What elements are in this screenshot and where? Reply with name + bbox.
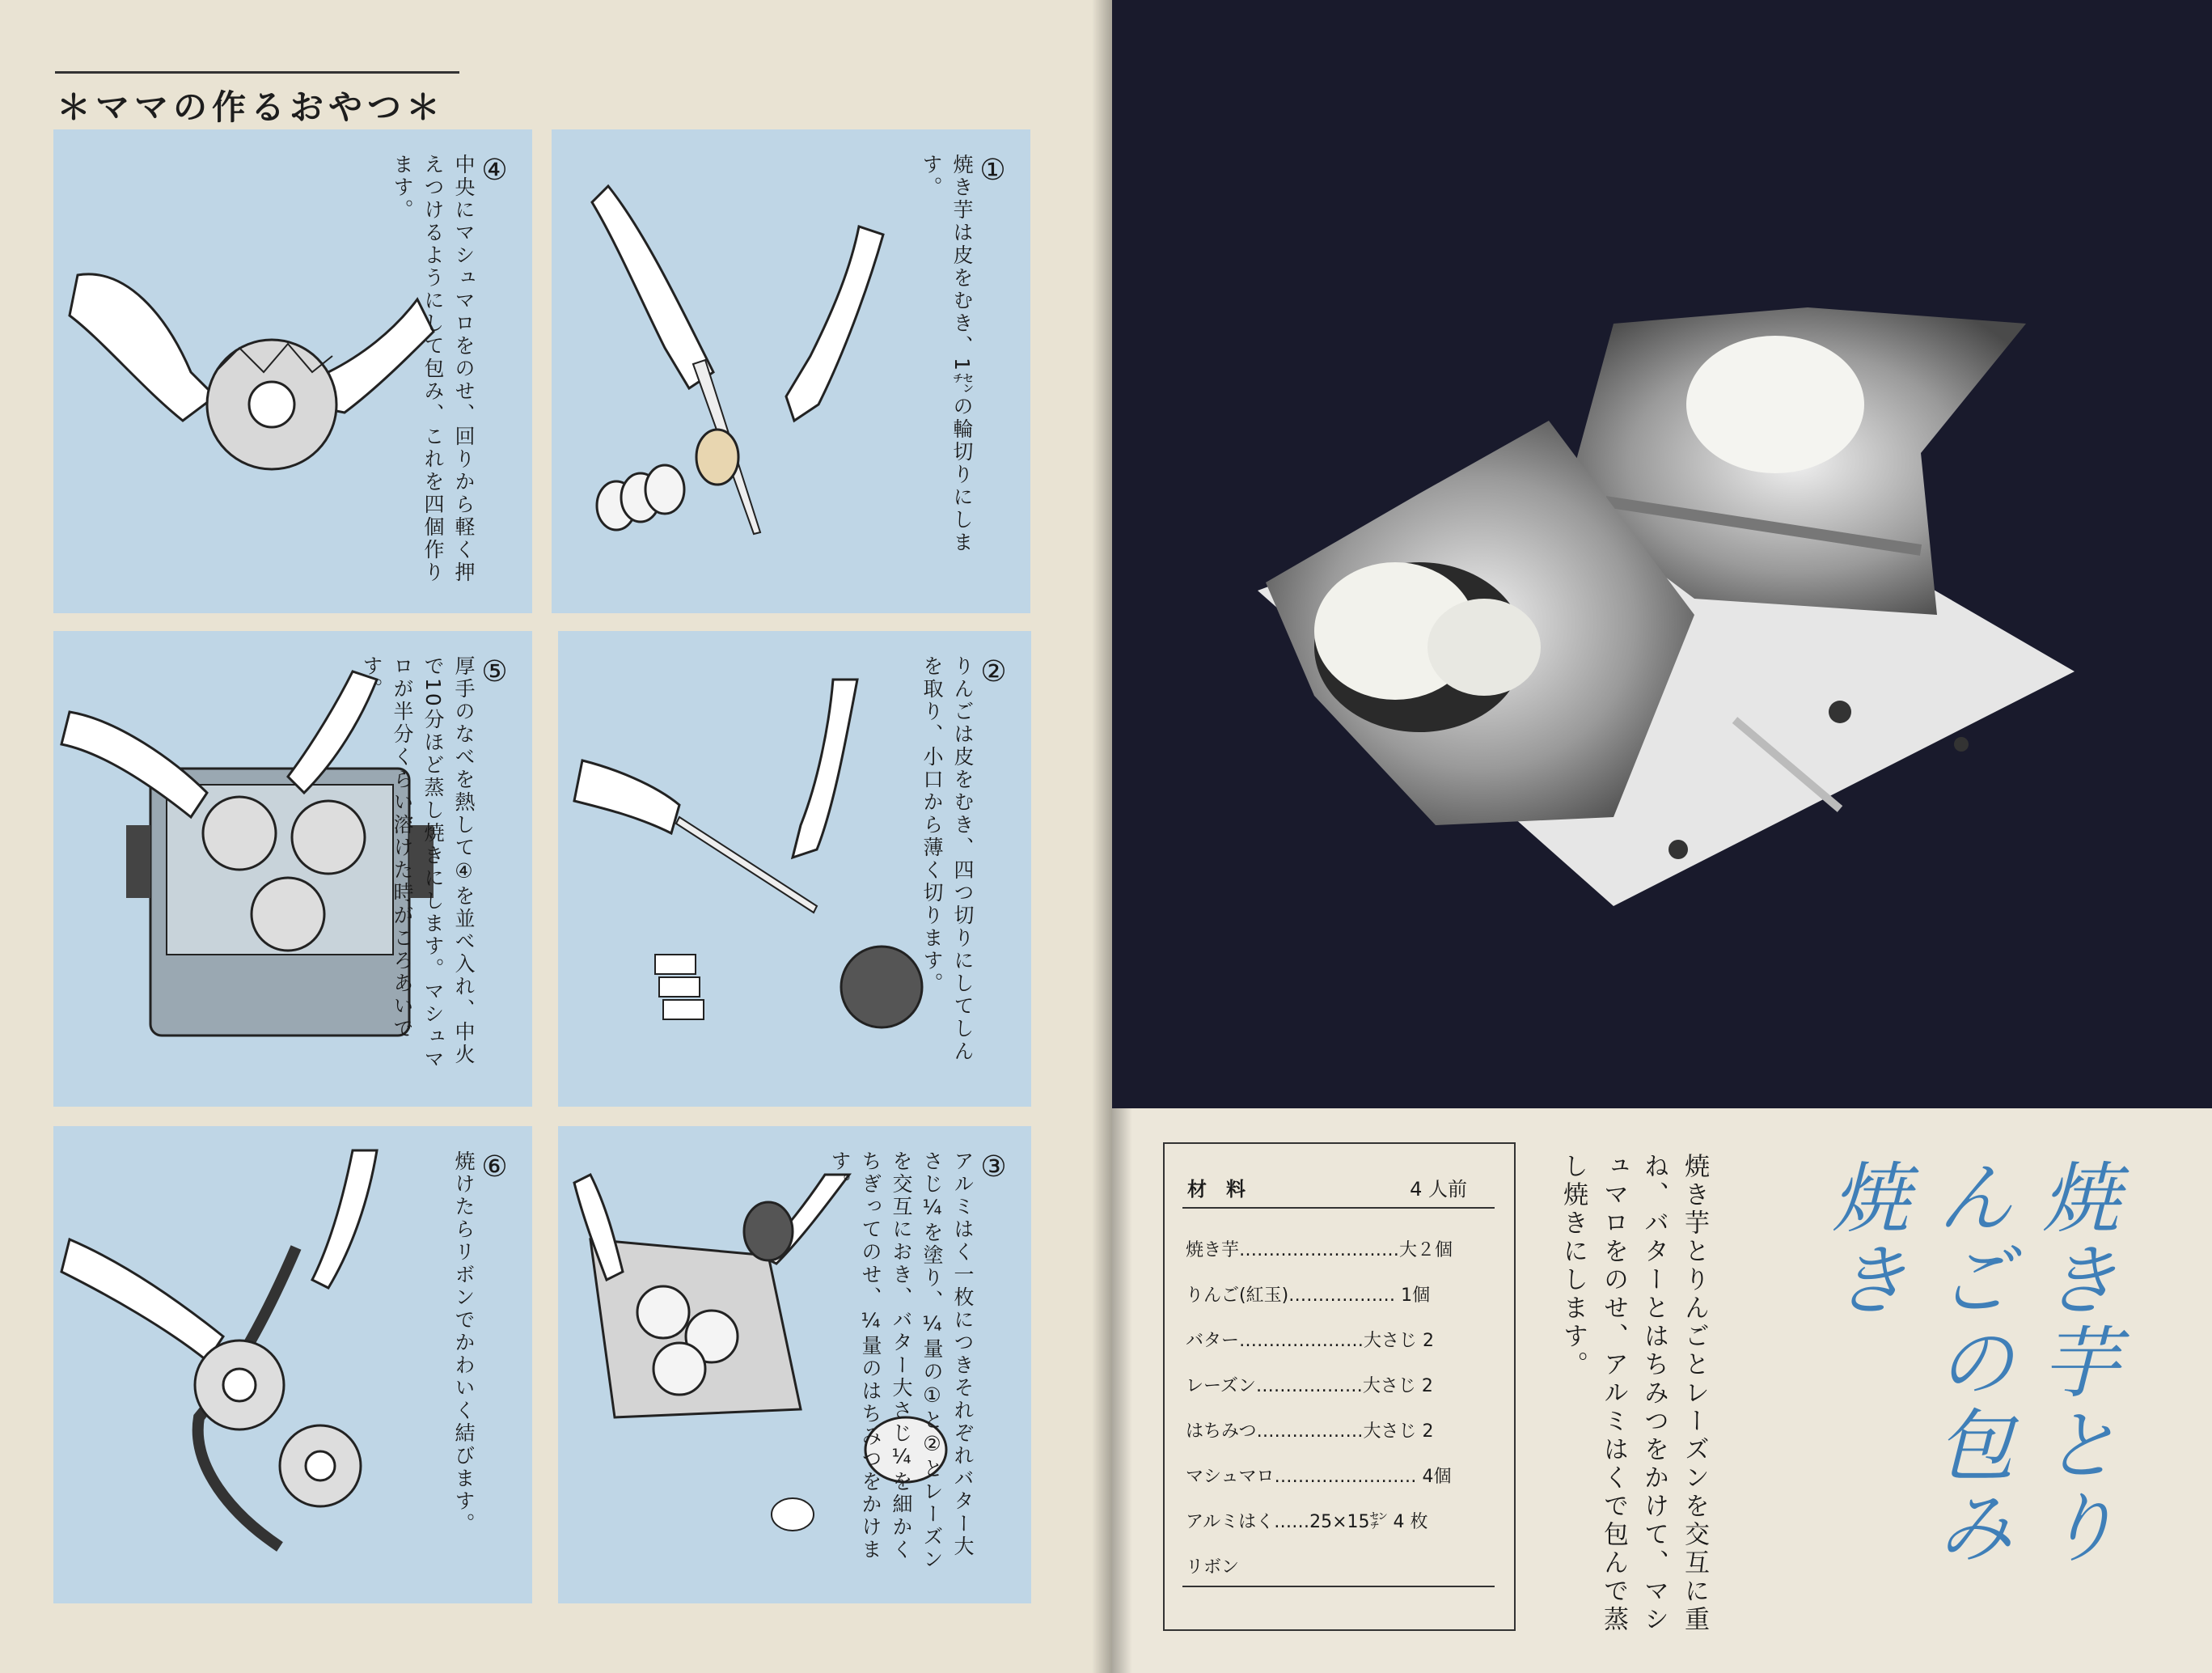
- ingredients-servings: 4 人前: [1410, 1178, 1467, 1201]
- step-6-text: [448, 1150, 510, 1579]
- ingredients-bottom-rule: [1182, 1586, 1495, 1587]
- ingredient-item: アルミはく……25×15㌢ 4 枚: [1186, 1512, 1428, 1532]
- ingredient-item: 焼き芋………………………大２個: [1186, 1240, 1453, 1260]
- step-4-number: ④: [478, 154, 511, 189]
- step-2-text: [916, 655, 1009, 1084]
- step-3-body: アルミはく一枚につきそれぞれバター大さじ¼を塗り、¼量の①と②とレーズンを交互におき、バター大さじ¼を細かくちぎってのせ、¼量のはちみつをかけます。: [828, 1150, 975, 1571]
- ingredient-item: レーズン………………大さじ 2: [1186, 1376, 1433, 1396]
- ingredient-item: りんご(紅玉)……………… 1個: [1186, 1285, 1431, 1306]
- step-1-body: 焼き芋は皮をむき、1㌢の輪切りにします。: [920, 154, 974, 554]
- step-panel-6: [53, 1126, 532, 1603]
- step-panel-4: [53, 129, 532, 613]
- ingredient-item: はちみつ………………大さじ 2: [1186, 1421, 1434, 1442]
- series-title: ＊ママの作るおやつ＊: [57, 87, 446, 127]
- ingredients-list: [1186, 1228, 1495, 1590]
- step-1-text: [916, 154, 1008, 591]
- step-4-text: [387, 154, 510, 591]
- ingredients-header: [1187, 1173, 1491, 1201]
- step-1-number: ①: [976, 154, 1009, 189]
- step-2-body: りんごは皮をむき、四つ切りにしてしんを取り、小口から薄く切ります。: [920, 655, 975, 1063]
- step-panel-5: [53, 631, 532, 1107]
- recipe-title: 焼き芋とりんごの包み焼き: [1819, 1157, 2120, 1569]
- step-3-text: [824, 1150, 1009, 1579]
- recipe-intro: 焼き芋とりんごとレーズンを交互に重ね、バターとはちみつをかけて、マシュマロをのせ、アルミはくで包んで蒸し焼きにします。: [1559, 1153, 1709, 1634]
- ingredients-box: [1163, 1142, 1516, 1631]
- step-5-body: 厚手のなべを熱して④を並べ入れ、中火で10分ほど蒸し焼きにします。マシュマロが半分くらい溶けた時がころあいです。: [360, 655, 476, 1071]
- ingredient-item: リボン: [1186, 1557, 1240, 1578]
- step-6-number: ⑥: [478, 1150, 511, 1186]
- step-5-text: [356, 655, 510, 1084]
- step-4-body: 中央にマシュマロをのせ、回りから軽く押えつけるようにして包み、これを四個作ります。: [391, 154, 476, 584]
- step-5-number: ⑤: [478, 655, 511, 691]
- header-rule: [55, 71, 459, 74]
- step-panel-1: [552, 129, 1030, 613]
- step-6-body: 焼けたらリボンでかわいく結びます。: [452, 1150, 476, 1535]
- step-panel-3: [558, 1126, 1031, 1603]
- step-2-number: ②: [977, 655, 1010, 691]
- ingredients-header-rule: [1182, 1207, 1495, 1209]
- photo-foil-parcels: [1112, 0, 2212, 1108]
- ingredients-title: 材 料: [1187, 1178, 1246, 1201]
- step-3-number: ③: [977, 1150, 1010, 1186]
- ingredient-item: バター…………………大さじ 2: [1186, 1331, 1434, 1351]
- recipe-photo: [1112, 0, 2212, 1108]
- ingredient-item: マシュマロ…………………… 4個: [1186, 1467, 1452, 1487]
- step-panel-2: [558, 631, 1031, 1107]
